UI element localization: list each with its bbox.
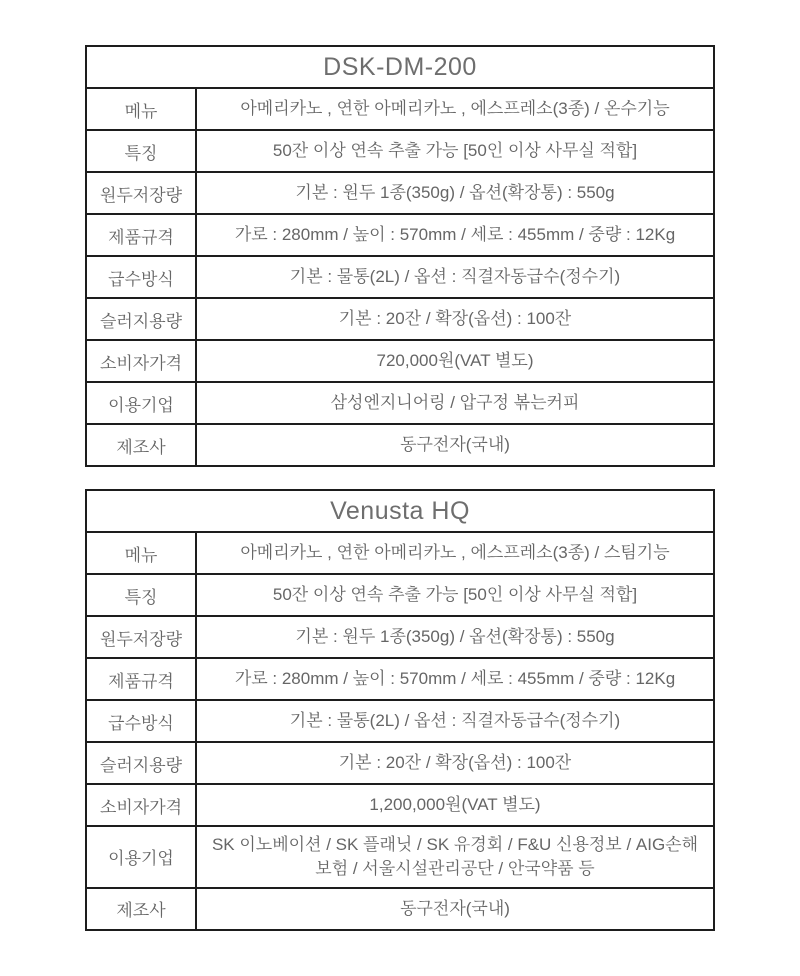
row-label: 메뉴 xyxy=(87,89,197,129)
table-row xyxy=(87,531,713,573)
row-label: 원두저장량 xyxy=(87,617,197,657)
row-label: 슬러지용량 xyxy=(87,299,197,339)
row-value: 동구전자(국내) xyxy=(400,435,510,455)
table-row xyxy=(87,825,713,887)
row-value: 삼성엔지니어링 / 압구정 볶는커피 xyxy=(330,393,580,413)
table-title: DSK-DM-200 xyxy=(323,52,477,81)
row-value: 기본 : 원두 1종(350g) / 옵션(확장통) : 550g xyxy=(295,183,615,203)
row-label: 특징 xyxy=(87,131,197,171)
table-row xyxy=(87,423,713,465)
row-label: 소비자가격 xyxy=(87,341,197,381)
table-row xyxy=(87,741,713,783)
row-value: 720,000원(VAT 별도) xyxy=(376,351,534,371)
row-label: 이용기업 xyxy=(87,383,197,423)
table-row xyxy=(87,255,713,297)
row-label: 메뉴 xyxy=(87,533,197,573)
row-label: 소비자가격 xyxy=(87,785,197,825)
table-row xyxy=(87,381,713,423)
table-row xyxy=(87,615,713,657)
row-value: 아메리카노 , 연한 아메리카노 , 에스프레소(3종) / 온수기능 xyxy=(240,99,670,119)
table-row xyxy=(87,783,713,825)
spec-table-venusta-hq xyxy=(85,489,715,931)
table-row xyxy=(87,129,713,171)
row-label: 급수방식 xyxy=(87,257,197,297)
row-label: 급수방식 xyxy=(87,701,197,741)
spec-table-dsk-dm-200 xyxy=(85,45,715,467)
table-row xyxy=(87,887,713,929)
row-label: 제품규격 xyxy=(87,215,197,255)
row-label: 원두저장량 xyxy=(87,173,197,213)
row-value: 가로 : 280mm / 높이 : 570mm / 세로 : 455mm / 중량 : 12Kg xyxy=(234,669,676,689)
table-row xyxy=(87,297,713,339)
row-value: 가로 : 280mm / 높이 : 570mm / 세로 : 455mm / 중량 : 12Kg xyxy=(234,225,676,245)
row-label: 슬러지용량 xyxy=(87,743,197,783)
table-row xyxy=(87,573,713,615)
row-value: 기본 : 물통(2L) / 옵션 : 직결자동급수(정수기) xyxy=(289,711,621,731)
row-value: 1,200,000원(VAT 별도) xyxy=(369,795,541,815)
row-value: 기본 : 물통(2L) / 옵션 : 직결자동급수(정수기) xyxy=(289,267,621,287)
row-value: 50잔 이상 연속 추출 가능 [50인 이상 사무실 적합] xyxy=(272,585,638,605)
row-value: 동구전자(국내) xyxy=(400,898,510,918)
row-label: 특징 xyxy=(87,575,197,615)
table-row xyxy=(87,87,713,129)
row-label: 제조사 xyxy=(87,889,197,929)
row-label: 제조사 xyxy=(87,425,197,465)
row-label: 이용기업 xyxy=(87,827,197,887)
row-value: 아메리카노 , 연한 아메리카노 , 에스프레소(3종) / 스팀기능 xyxy=(240,543,670,563)
table-row xyxy=(87,339,713,381)
table-row xyxy=(87,699,713,741)
row-value: 기본 : 원두 1종(350g) / 옵션(확장통) : 550g xyxy=(295,627,615,647)
row-value: SK 이노베이션 / SK 플래닛 / SK 유경회 / F&U 신용정보 / AIG손해보험 / 서울시설관리공단 / 안국약품 등 xyxy=(211,835,699,878)
table-row xyxy=(87,171,713,213)
table-row xyxy=(87,657,713,699)
row-value: 기본 : 20잔 / 확장(옵션) : 100잔 xyxy=(338,753,572,773)
table-row xyxy=(87,213,713,255)
row-value: 기본 : 20잔 / 확장(옵션) : 100잔 xyxy=(338,309,572,329)
row-label: 제품규격 xyxy=(87,659,197,699)
table-title: Venusta HQ xyxy=(330,496,470,525)
row-value: 50잔 이상 연속 추출 가능 [50인 이상 사무실 적합] xyxy=(272,141,638,161)
